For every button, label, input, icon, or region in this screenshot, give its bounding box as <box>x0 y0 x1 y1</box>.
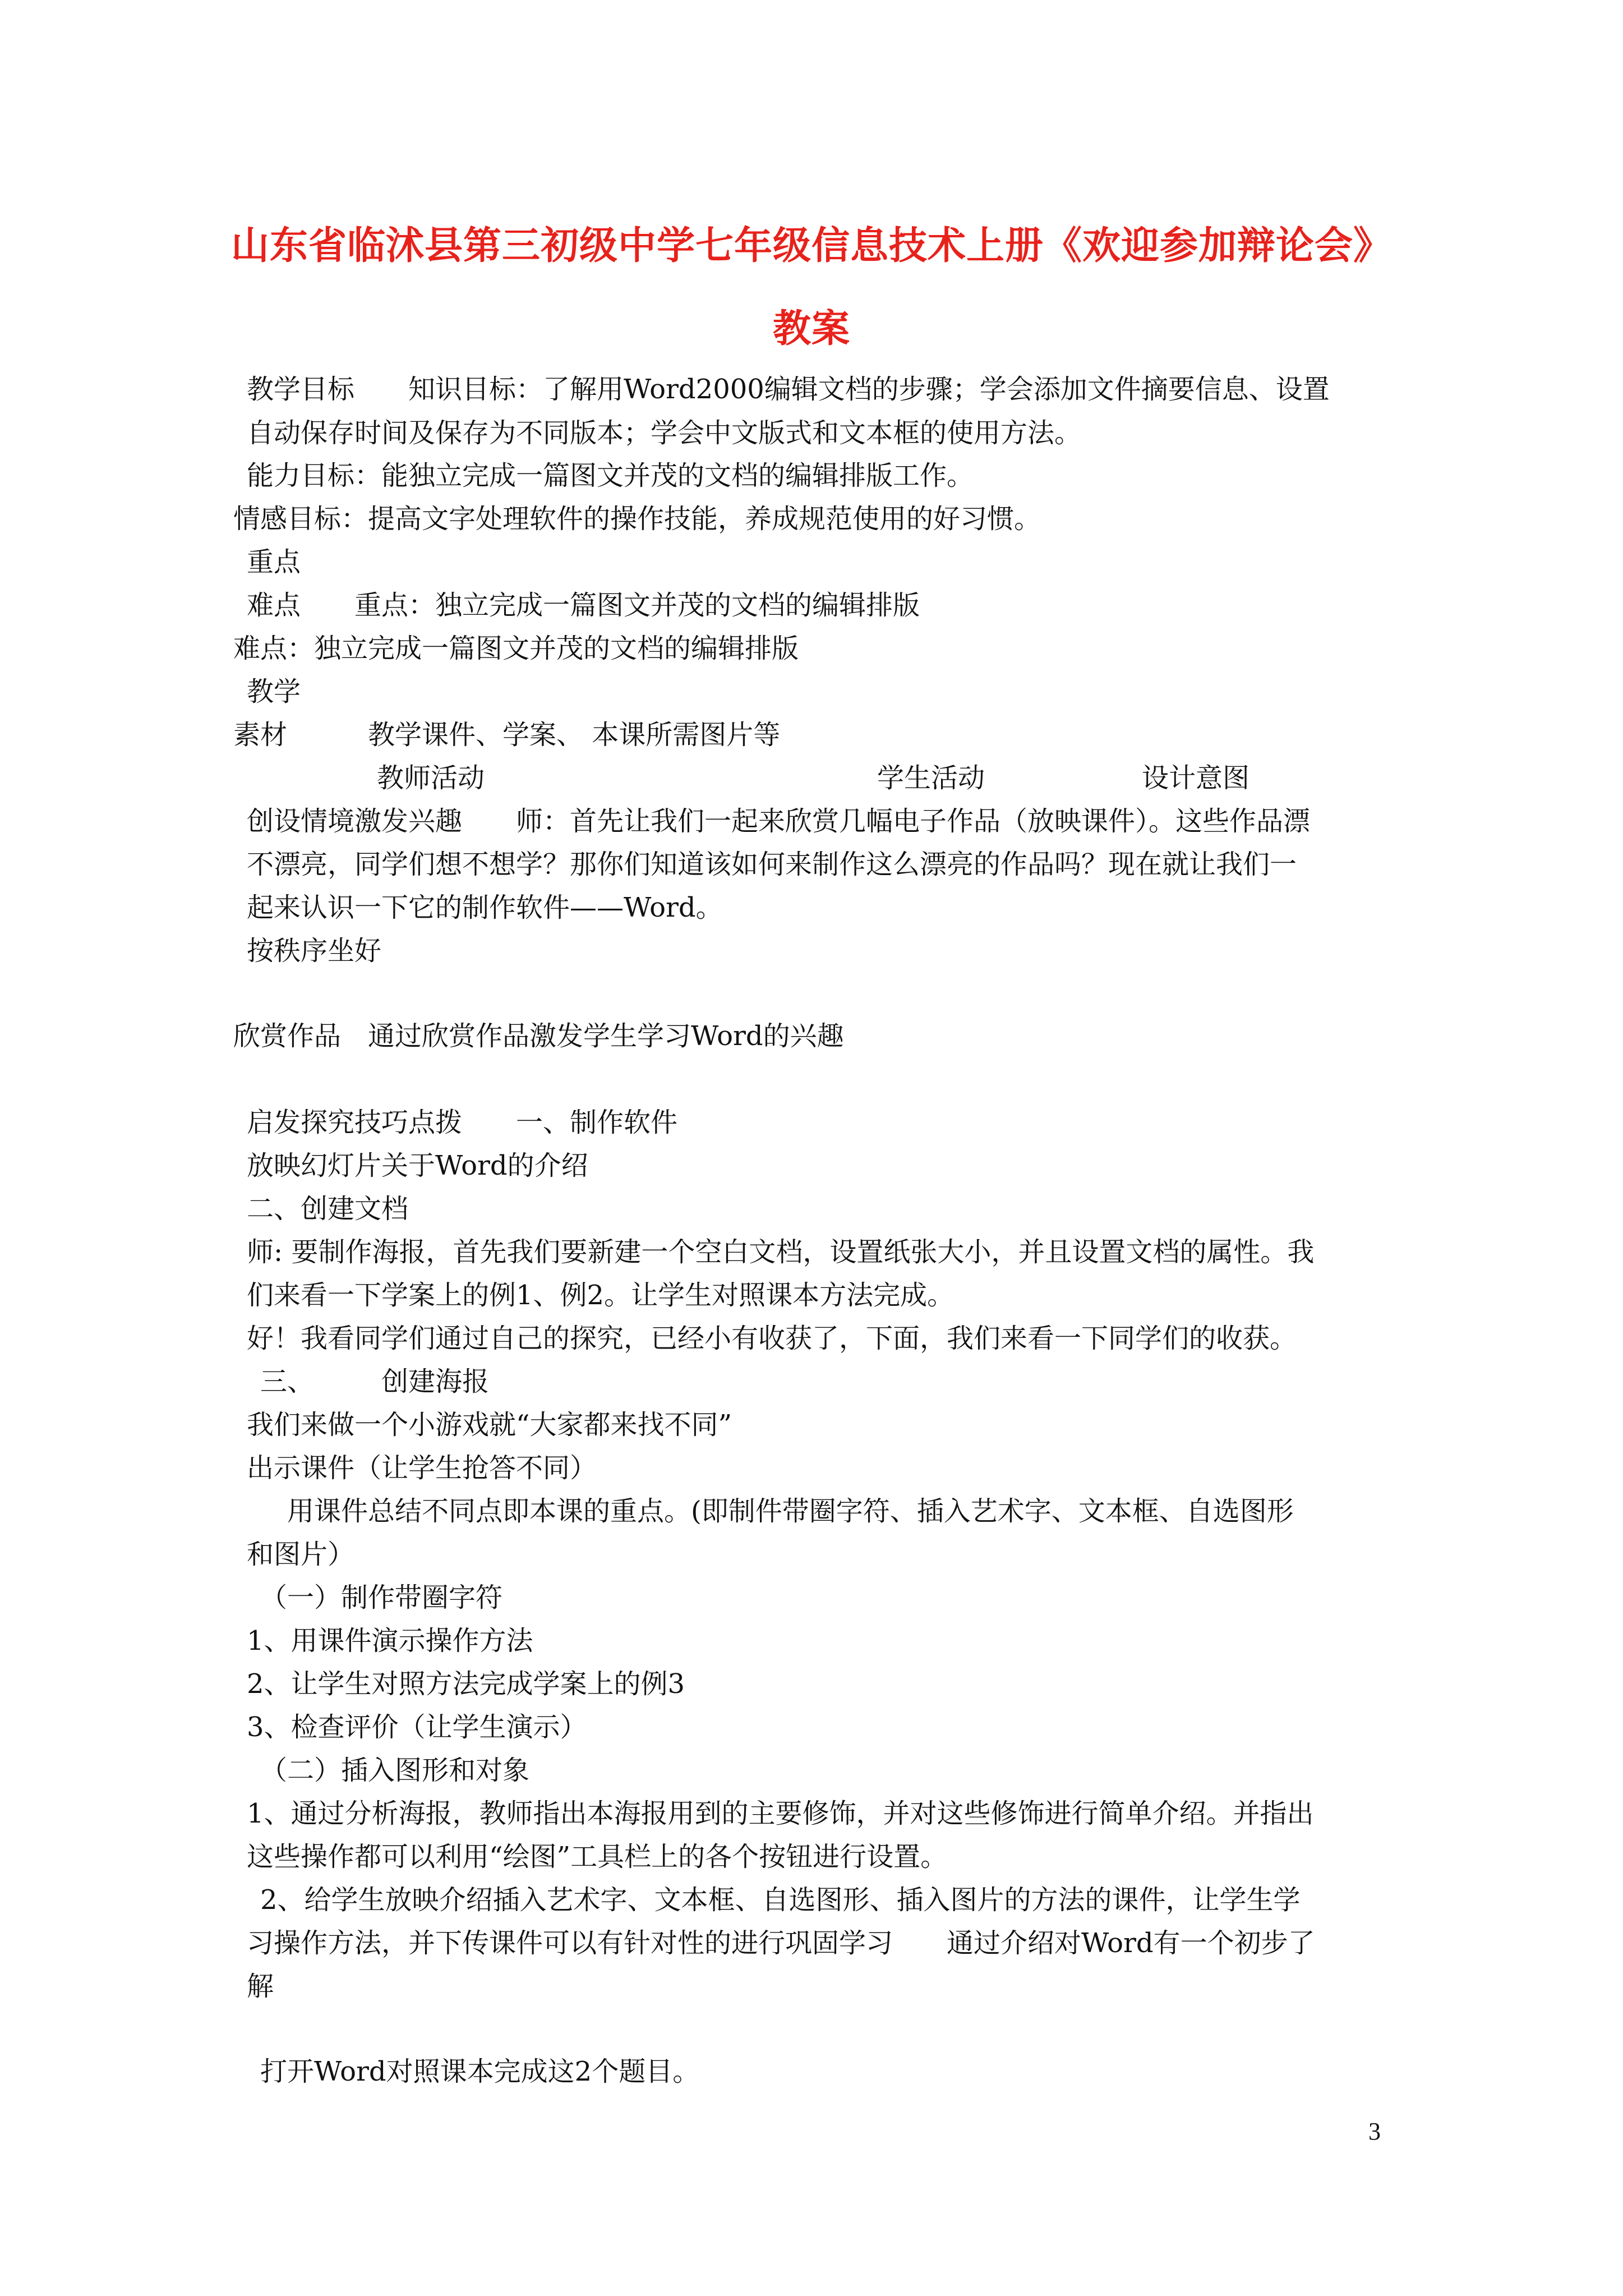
body-line: 欣赏作品 通过欣赏作品激发学生学习Word的兴趣 <box>233 1020 844 1052</box>
body-line: 按秩序坐好 <box>247 935 382 967</box>
body-line: 解 <box>247 1971 274 2002</box>
body-line: 重点 <box>247 546 301 578</box>
body-line: 放映幻灯片关于Word的介绍 <box>247 1150 588 1181</box>
body-line: 和图片） <box>247 1539 355 1570</box>
page-number: 3 <box>1368 2118 1381 2145</box>
body-line: （二）插入图形和对象 <box>260 1755 530 1786</box>
body-line: 我们来做一个小游戏就“大家都来找不同” <box>247 1409 732 1441</box>
body-line: （一）制作带圈字符 <box>260 1582 503 1613</box>
body-line: 师: 要制作海报，首先我们要新建一个空白文档，设置纸张大小，并且设置文档的属性。我 <box>247 1236 1315 1268</box>
body-line: 教学 <box>247 676 301 707</box>
document-title-line-2: 教案 <box>772 306 850 351</box>
body-line: 打开Word对照课本完成这2个题目。 <box>260 2056 700 2087</box>
body-line: 素材 教学课件、学案、 本课所需图片等 <box>233 719 781 751</box>
body-line: 创设情境激发兴趣 师：首先让我们一起来欣赏几幅电子作品（放映课件）。这些作品漂 <box>247 806 1311 837</box>
body-line: 不漂亮，同学们想不想学？那你们知道该如何来制作这么漂亮的作品吗？现在就让我们一 <box>247 849 1297 880</box>
body-line: 们来看一下学案上的例1、例2。让学生对照课本方法完成。 <box>247 1280 955 1311</box>
body-line: 能力目标：能独立完成一篇图文并茂的文档的编辑排版工作。 <box>247 460 974 491</box>
body-line: 二、创建文档 <box>247 1193 409 1225</box>
column-header-student: 学生活动 <box>877 762 985 794</box>
body-line: 出示课件（让学生抢答不同） <box>247 1452 597 1484</box>
body-line: 2、让学生对照方法完成学案上的例3 <box>247 1668 685 1700</box>
body-line: 这些操作都可以利用“绘图”工具栏上的各个按钮进行设置。 <box>247 1841 948 1872</box>
body-line: 1、用课件演示操作方法 <box>247 1625 533 1657</box>
body-line: 启发探究技巧点拨 一、制作软件 <box>247 1107 678 1138</box>
body-line: 教学目标 知识目标：了解用Word2000编辑文档的步骤；学会添加文件摘要信息、设置 <box>247 374 1330 405</box>
body-line: 自动保存时间及保存为不同版本；学会中文版式和文本框的使用方法。 <box>247 417 1082 449</box>
body-line: 3、检查评价（让学生演示） <box>247 1711 587 1743</box>
body-line: 好！我看同学们通过自己的探究，已经小有收获了，下面，我们来看一下同学们的收获。 <box>247 1323 1297 1354</box>
body-line: 用课件总结不同点即本课的重点。(即制件带圈字符、插入艺术字、文本框、自选图形 <box>287 1496 1294 1527</box>
column-header-design: 设计意图 <box>1142 762 1250 794</box>
body-line: 2、给学生放映介绍插入艺术字、文本框、自选图形、插入图片的方法的课件，让学生学 <box>260 1884 1301 1916</box>
body-line: 三、 创建海报 <box>260 1366 490 1397</box>
document-title-line-1: 山东省临沭县第三初级中学七年级信息技术上册《欢迎参加辩论会》 <box>230 223 1392 268</box>
body-line: 难点 重点：独立完成一篇图文并茂的文档的编辑排版 <box>247 590 920 621</box>
body-line: 情感目标：提高文字处理软件的操作技能，养成规范使用的好习惯。 <box>233 503 1041 535</box>
body-line: 1、通过分析海报，教师指出本海报用到的主要修饰，并对这些修饰进行简单介绍。并指出 <box>247 1798 1314 1829</box>
body-line: 难点：独立完成一篇图文并茂的文档的编辑排版 <box>233 633 799 664</box>
body-line: 习操作方法，并下传课件可以有针对性的进行巩固学习 通过介绍对Word有一个初步了 <box>247 1927 1315 1959</box>
body-line: 起来认识一下它的制作软件——Word。 <box>247 892 723 923</box>
column-header-teacher: 教师活动 <box>377 762 485 794</box>
